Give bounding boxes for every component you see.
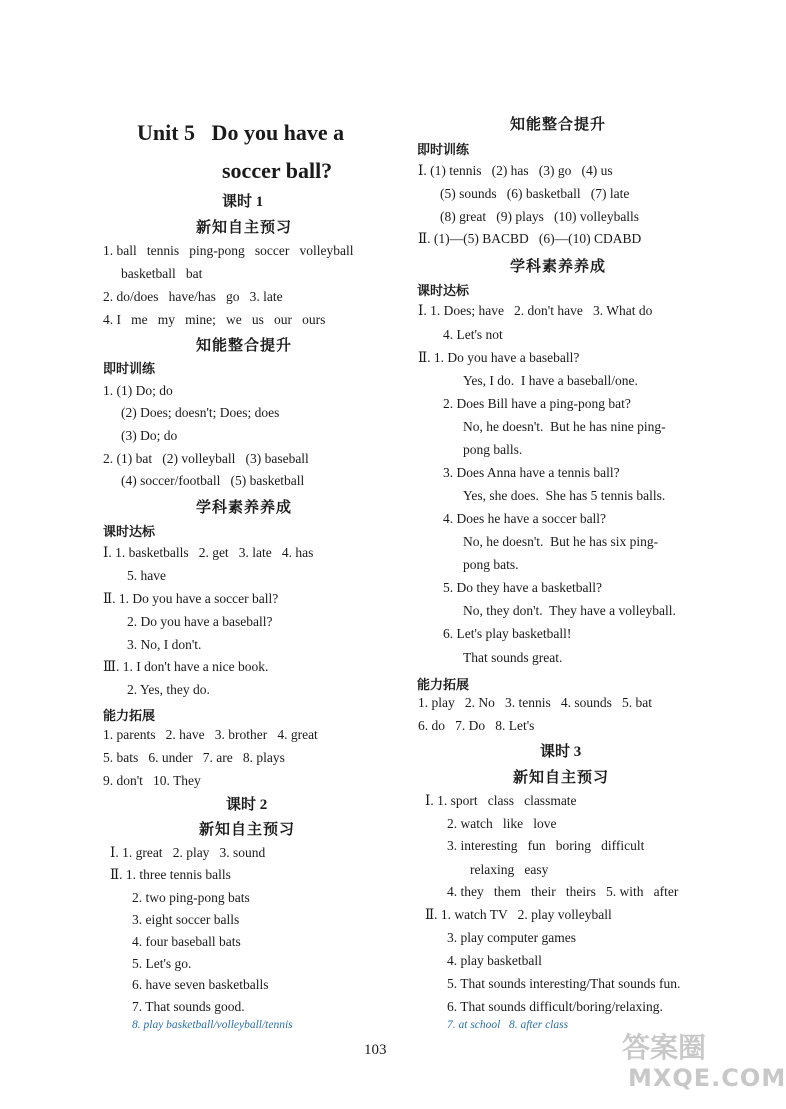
preview3-line: Ⅰ. 1. sport class classmate [425, 793, 577, 808]
right-target-line: Ⅱ. 1. Do you have a baseball? [418, 350, 580, 365]
preview-line: 2. do/does have/has go 3. late [103, 289, 283, 304]
right-training-line: (8) great (9) plays (10) volleyballs [440, 209, 640, 224]
training-subheading: 即时训练 [103, 361, 156, 376]
preview2-line-partial: 8. play basketball/volleyball/tennis [132, 1019, 293, 1031]
right-target-line: No, he doesn't. But he has nine ping- [463, 419, 666, 434]
right-target-line: pong bats. [463, 557, 519, 572]
preview2-line: 3. eight soccer balls [132, 912, 240, 927]
preview-line: 1. ball tennis ping-pong soccer volleyball [103, 243, 354, 258]
right-target-line: 4. Let's not [443, 327, 503, 342]
unit-title-line2: soccer ball? [222, 158, 333, 183]
preview2-heading: 新知自主预习 [199, 822, 296, 838]
target-line: 3. No, I don't. [127, 637, 202, 652]
preview2-line: 2. two ping-pong bats [132, 890, 250, 905]
unit-title-line1: Unit 5 Do you have a [137, 120, 345, 145]
training-line: (4) soccer/football (5) basketball [121, 473, 305, 488]
expand-line: 1. parents 2. have 3. brother 4. great [103, 727, 318, 742]
preview3-heading: 新知自主预习 [513, 770, 610, 786]
preview3-line: 6. That sounds difficult/boring/relaxing. [447, 999, 663, 1014]
watermark-url: MXQE.COM [628, 1064, 786, 1092]
right-target-line: 2. Does Bill have a ping-pong bat? [443, 396, 631, 411]
target-line: Ⅲ. 1. I don't have a nice book. [103, 659, 269, 674]
right-integrate-heading: 知能整合提升 [510, 117, 607, 133]
preview3-line: 3. interesting fun boring difficult [447, 838, 645, 853]
target-line: Ⅱ. 1. Do you have a soccer ball? [103, 591, 279, 606]
right-training-line: Ⅰ. (1) tennis (2) has (3) go (4) us [418, 163, 613, 178]
right-target-line: That sounds great. [463, 650, 563, 665]
watermark-logo: 答案圈 [622, 1031, 707, 1064]
lesson-2-heading: 课时 2 [226, 797, 268, 813]
target-line: Ⅰ. 1. basketballs 2. get 3. late 4. has [103, 545, 314, 560]
preview3-line: 4. play basketball [447, 953, 542, 968]
preview3-line: 4. they them their theirs 5. with after [447, 884, 679, 899]
right-target-line: Yes, she does. She has 5 tennis balls. [463, 488, 666, 503]
right-target-subheading: 课时达标 [417, 283, 470, 298]
lesson-1-heading: 课时 1 [222, 194, 264, 210]
right-target-line: pong balls. [463, 442, 523, 457]
right-target-line: 5. Do they have a basketball? [443, 580, 602, 595]
right-training-line: Ⅱ. (1)—(5) BACBD (6)—(10) CDABD [418, 231, 642, 246]
expand-line: 9. don't 10. They [103, 773, 201, 788]
preview2-line: 4. four baseball bats [132, 934, 241, 949]
page-number: 103 [364, 1042, 387, 1058]
training-line: (2) Does; doesn't; Does; does [121, 405, 280, 420]
expand-subheading: 能力拓展 [103, 708, 156, 723]
preview3-line-partial: 7. at school 8. after class [447, 1019, 569, 1031]
right-target-line: 3. Does Anna have a tennis ball? [443, 465, 620, 480]
target-line: 2. Yes, they do. [127, 682, 210, 697]
right-target-line: Ⅰ. 1. Does; have 2. don't have 3. What do [418, 303, 653, 318]
literacy-heading: 学科素养养成 [196, 500, 293, 516]
right-expand-subheading: 能力拓展 [417, 677, 470, 692]
right-expand-line: 6. do 7. Do 8. Let's [418, 718, 535, 733]
right-target-line: 4. Does he have a soccer ball? [443, 511, 607, 526]
preview-line: 4. I me my mine; we us our ours [103, 312, 326, 327]
preview-heading: 新知自主预习 [196, 220, 293, 236]
preview3-line: relaxing easy [470, 862, 549, 877]
right-expand-line: 1. play 2. No 3. tennis 4. sounds 5. bat [418, 695, 652, 710]
target-line: 2. Do you have a baseball? [127, 614, 273, 629]
preview2-line: 5. Let's go. [132, 956, 192, 971]
training-line: (3) Do; do [121, 428, 178, 443]
right-target-line: No, he doesn't. But he has six ping- [463, 534, 659, 549]
preview2-line: Ⅰ. 1. great 2. play 3. sound [110, 845, 266, 860]
preview2-line: 7. That sounds good. [132, 999, 245, 1014]
training-line: 2. (1) bat (2) volleyball (3) baseball [103, 451, 309, 466]
right-target-line: 6. Let's play basketball! [443, 626, 572, 641]
integrate-heading: 知能整合提升 [196, 338, 293, 354]
right-literacy-heading: 学科素养养成 [510, 259, 607, 275]
expand-line: 5. bats 6. under 7. are 8. plays [103, 750, 285, 765]
preview2-line: Ⅱ. 1. three tennis balls [110, 867, 231, 882]
right-training-line: (5) sounds (6) basketball (7) late [440, 186, 630, 201]
preview3-line: 2. watch like love [447, 816, 557, 831]
right-target-line: No, they don't. They have a volleyball. [463, 603, 676, 618]
right-target-line: Yes, I do. I have a baseball/one. [463, 373, 638, 388]
target-subheading: 课时达标 [103, 524, 156, 539]
target-line: 5. have [127, 568, 166, 583]
right-training-subheading: 即时训练 [417, 142, 470, 157]
training-line: 1. (1) Do; do [103, 383, 173, 398]
preview3-line: Ⅱ. 1. watch TV 2. play volleyball [425, 907, 612, 922]
preview3-line: 5. That sounds interesting/That sounds fun. [447, 976, 681, 991]
lesson-3-heading: 课时 3 [540, 744, 582, 760]
preview2-line: 6. have seven basketballs [132, 977, 269, 992]
preview-line: basketball bat [121, 266, 203, 281]
preview3-line: 3. play computer games [447, 930, 576, 945]
